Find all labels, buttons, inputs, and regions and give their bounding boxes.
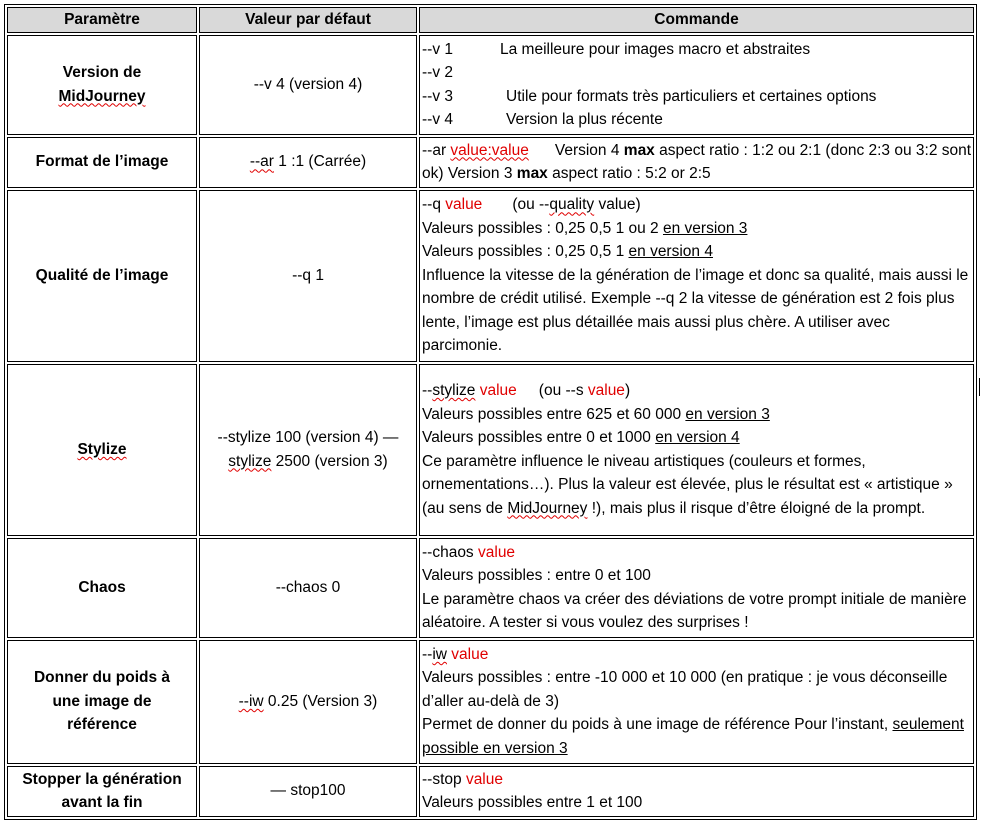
- param-cell: [7, 640, 197, 764]
- command-value: value: [587, 382, 625, 399]
- command-line: [422, 85, 973, 109]
- command-underlined: en version 4: [628, 243, 713, 261]
- command-line: [422, 643, 973, 667]
- command-text: aspect ratio : 1:2 ou 2:1 (donc 2:3 ou 3:2 sont ok) Version 3: [422, 141, 972, 182]
- command-text: MidJourney: [507, 499, 588, 517]
- command-line: [422, 193, 973, 217]
- default-value: — stop100: [199, 766, 417, 817]
- command-text: Valeurs possibles entre 625 et 60 000: [422, 405, 686, 423]
- table-row-format: [7, 137, 974, 188]
- param-label: Stopper la génération: [22, 770, 182, 788]
- command-flag: iw: [432, 645, 447, 663]
- table-row-image-weight: [7, 640, 974, 764]
- param-label: Donner du poids à: [33, 669, 171, 687]
- command-flag: --q: [422, 196, 446, 214]
- param-label: Version de: [62, 64, 142, 81]
- command-line: [422, 403, 973, 427]
- command-text: (ou --s: [538, 382, 588, 399]
- command-text: Valeurs possibles : entre 0 et 100: [422, 567, 651, 584]
- default-flag: --ar: [249, 153, 274, 171]
- default-value: [199, 137, 417, 188]
- command-value: value: [465, 770, 503, 788]
- command-flag: --stop: [422, 770, 466, 788]
- command-line: [422, 426, 973, 450]
- header-commande: Commande: [419, 7, 974, 33]
- command-underlined: en version 4: [655, 429, 740, 446]
- param-cell: [7, 35, 197, 135]
- command-value: value: [479, 382, 517, 399]
- default-text: 0.25 (Version 3): [263, 692, 378, 710]
- table-row-version: [7, 35, 974, 135]
- table-row-stop: [7, 766, 974, 817]
- text-cursor-mark: [979, 378, 980, 396]
- param-label: une image de: [52, 692, 152, 710]
- command-text: Permet de donner du poids à une image de référence Pour l’instant,: [422, 716, 893, 734]
- table-header-row: [7, 7, 974, 33]
- command-line: [422, 108, 973, 132]
- table-row-chaos: [7, 538, 974, 638]
- default-flag: --iw: [238, 692, 264, 710]
- param-label: avant la fin: [61, 794, 143, 811]
- command-value: value: [445, 196, 483, 214]
- command-line: [422, 240, 973, 264]
- command-text: Valeurs possibles : entre -10 000 et 10 000 (en pratique : je vous déconseille d’aller au-delà de 3): [422, 669, 948, 710]
- default-text: 2500 (version 3): [271, 452, 388, 470]
- param-cell: [7, 766, 197, 817]
- command-value: value:value: [450, 141, 529, 159]
- command-text: value): [594, 196, 641, 214]
- command-value: value: [478, 543, 516, 561]
- command-text: Valeurs possibles : 0,25 0,5 1 ou 2: [422, 219, 663, 237]
- default-value: [199, 640, 417, 764]
- parameters-table: [4, 4, 977, 820]
- command-desc: Utile pour formats très particuliers et certaines options: [506, 87, 877, 105]
- command-line: [422, 61, 973, 85]
- default-value: --v 4 (version 4): [199, 35, 417, 135]
- command-underlined: en version 3: [662, 219, 748, 237]
- command-cell: [419, 538, 974, 638]
- command-underlined: seulement possible en version 3: [422, 716, 964, 757]
- default-flag: stylize: [228, 452, 272, 470]
- command-description: [422, 713, 973, 760]
- command-bold: max: [623, 141, 655, 159]
- header-valeur-defaut: Valeur par défaut: [199, 7, 417, 33]
- command-value: value: [451, 645, 489, 663]
- command-cell: [419, 364, 974, 536]
- command-flag: --chaos: [422, 543, 478, 561]
- command-text: Ce paramètre influence le niveau artistiques (couleurs et formes, ornementations…). Plus la valeur est élevée, plus le résultat est « artistique » (au sens de: [422, 452, 953, 517]
- command-text: Valeurs possibles : 0,25 0,5 1: [422, 243, 629, 261]
- command-description: Le paramètre chaos va créer des déviations de votre prompt initiale de manière aléatoire. A tester si vous voulez des surprises !: [422, 590, 967, 631]
- command-flag: --v 1: [422, 40, 453, 58]
- command-flag: --v 4: [422, 111, 453, 128]
- default-value: [199, 364, 417, 536]
- table-row-stylize: [7, 364, 974, 536]
- command-line: [422, 768, 973, 792]
- command-flag: --ar: [422, 141, 451, 159]
- default-text: --stylize 100 (version 4) —: [217, 429, 399, 446]
- command-line: [422, 541, 973, 565]
- param-label-text: Stylize: [77, 440, 127, 458]
- command-flag: stylize: [432, 382, 476, 399]
- command-text: ): [624, 382, 631, 399]
- param-label: Chaos: [7, 538, 197, 638]
- command-text: quality: [549, 196, 595, 214]
- command-description: Influence la vitesse de la génération de l’image et donc sa qualité, mais aussi le nombre de crédit utilisé. Exemple --q 2 la vitesse de génération est 2 fois plus lente, l’image est plus détaillée mais aussi plus chère. A utiliser avec parcimonie.: [422, 266, 969, 355]
- command-cell: [419, 766, 974, 817]
- command-desc: La meilleure pour images macro et abstraites: [500, 40, 811, 58]
- command-text: Valeurs possibles entre 1 et 100: [422, 794, 643, 811]
- command-text: (ou --: [512, 196, 550, 214]
- command-cell: [419, 137, 974, 188]
- command-cell: [419, 35, 974, 135]
- command-desc: Version la plus récente: [506, 111, 663, 128]
- default-value: --chaos 0: [199, 538, 417, 638]
- default-value: --q 1: [199, 190, 417, 362]
- param-label: Qualité de l’image: [7, 190, 197, 362]
- command-text: Version 4: [554, 141, 624, 159]
- param-label: Format de l’image: [7, 137, 197, 188]
- command-underlined: en version 3: [685, 405, 770, 423]
- table-row-qualite: [7, 190, 974, 362]
- param-label: [7, 364, 197, 536]
- command-flag: --: [422, 645, 433, 663]
- param-label: MidJourney: [58, 87, 146, 105]
- command-flag: --: [422, 382, 433, 399]
- command-cell: [419, 190, 974, 362]
- command-text: Valeurs possibles entre 0 et 1000: [422, 429, 656, 446]
- command-flag: --v 3: [422, 87, 453, 105]
- command-cell: [419, 640, 974, 764]
- command-line: [422, 379, 973, 403]
- command-line: [422, 217, 973, 241]
- command-line: [422, 38, 973, 62]
- command-text: !), mais plus il risque d’être éloigné de la prompt.: [587, 499, 926, 517]
- param-label: référence: [67, 716, 137, 734]
- command-flag: --v 2: [422, 64, 453, 81]
- default-text: 1 :1 (Carrée): [273, 153, 367, 171]
- command-text: aspect ratio : 5:2 or 2:5: [547, 165, 711, 182]
- command-description: [422, 450, 973, 521]
- header-parametre: Paramètre: [7, 7, 197, 33]
- command-bold: max: [516, 165, 548, 182]
